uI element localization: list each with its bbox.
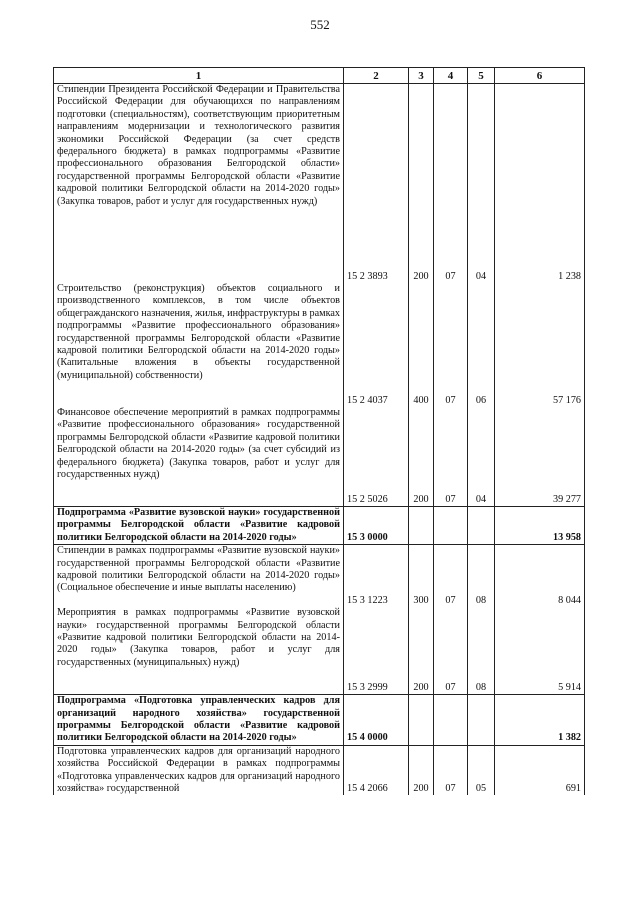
table-row bbox=[54, 545, 585, 695]
section-cell bbox=[434, 545, 468, 695]
amount: 39 277 bbox=[552, 493, 581, 505]
item-code: 15 3 1223 bbox=[347, 594, 388, 606]
header-row bbox=[54, 68, 585, 84]
subsection-cell bbox=[468, 545, 495, 695]
section: 07 bbox=[445, 270, 456, 282]
expense-type-cell bbox=[409, 545, 434, 695]
subsection: 04 bbox=[475, 270, 487, 282]
item-code: 15 2 5026 bbox=[347, 493, 388, 505]
expense-type: 200 bbox=[413, 681, 429, 693]
expense-type: 200 bbox=[409, 745, 434, 795]
item-code: 15 2 3893 bbox=[347, 270, 388, 282]
item-description: Финансовое обеспечение мероприятий в рамках подпрограммы «Развитие профессионального образования» государственной программы Белгородской области «Развитие кадровой политики Белгородской области на 2014-2020 годы» (за счет субсидий из федерального бюджета) (Закупка товаров, работ и услуг для государственных нужд) bbox=[57, 407, 340, 481]
amount: 5 914 bbox=[558, 681, 581, 693]
section: 07 bbox=[445, 594, 456, 606]
item-code: 15 3 2999 bbox=[347, 681, 388, 693]
item-description-cell bbox=[54, 84, 344, 507]
subsection: 04 bbox=[475, 493, 487, 505]
expense-type-cell bbox=[409, 84, 434, 507]
subsection: 08 bbox=[475, 681, 487, 693]
subsection-cell bbox=[468, 84, 495, 507]
amount: 57 176 bbox=[552, 394, 581, 406]
subsection: 06 bbox=[475, 394, 487, 406]
amount: 1 238 bbox=[558, 270, 581, 282]
item-code-cell bbox=[344, 545, 409, 695]
col-header-4: 4 bbox=[434, 68, 468, 84]
amount-cell bbox=[495, 545, 585, 695]
item-code-cell bbox=[344, 84, 409, 507]
amount-cell bbox=[495, 84, 585, 507]
section-cell bbox=[434, 84, 468, 507]
table-row bbox=[54, 84, 585, 507]
col-header-1: 1 bbox=[54, 68, 344, 84]
col-header-3: 3 bbox=[409, 68, 434, 84]
item-description: Подготовка управленческих кадров для организаций народного хозяйства Российской Федерации в рамках подпрограммы «Подготовка управленческих кадров для организаций народного хозяйства» государственной bbox=[54, 745, 344, 795]
subprogram-code: 15 3 0000 bbox=[344, 507, 409, 545]
item-description: Стипендии в рамках подпрограммы «Развитие вузовской науки» государственной программы Белгородской области «Развитие кадровой политики Белгородской области на 2014-2020 годы» (Социальное обеспечение и иные выплаты населению) bbox=[57, 545, 340, 594]
section: 07 bbox=[445, 681, 456, 693]
col-header-2: 2 bbox=[344, 68, 409, 84]
item-code: 15 2 4037 bbox=[347, 394, 388, 406]
item-description: Строительство (реконструкция) объектов социального и производственного комплексов, в том числе объектов общегражданского назначения, жилья, инфраструктуры в рамках подпрограммы «Развитие профессионального образования» государственной программы Белгородской области «Развитие кадровой политики Белгородской области на 2014-2020 годы» (Капитальные вложения в объекты государственной (муниципальной) собственности) bbox=[57, 283, 340, 381]
expense-type: 400 bbox=[413, 394, 429, 406]
table-row bbox=[54, 745, 585, 795]
expense-type: 300 bbox=[413, 594, 429, 606]
col-header-5: 5 bbox=[468, 68, 495, 84]
expense-type: 200 bbox=[413, 270, 429, 282]
subsection: 08 bbox=[475, 594, 487, 606]
item-description: Мероприятия в рамках подпрограммы «Развитие вузовской науки» государственной программы Белгородской области «Развитие кадровой политики Белгородской области на 2014-2020 годы» (Закупка товаров, работ и услуг для государственных (муниципальных) нужд) bbox=[57, 607, 340, 668]
amount: 691 bbox=[495, 745, 585, 795]
subprogram-amount: 1 382 bbox=[495, 695, 585, 746]
item-description: Стипендии Президента Российской Федерации и Правительства Российской Федерации для обучающихся по направлениям подготовки (специальностям), соответствующим приоритетным направлениям модернизации и технологического развития экономики Российской Федерации (за счет средств федерального бюджета) в рамках подпрограммы «Развитие профессионального образования Белгородской области» государственной программы Белгородской области «Развитие кадровой политики Белгородской области на 2014-2020 годы» (Закупка товаров, работ и услуг для государственных нужд) bbox=[57, 84, 340, 207]
col-header-6: 6 bbox=[495, 68, 585, 84]
item-description-cell bbox=[54, 545, 344, 695]
subprogram-code: 15 4 0000 bbox=[344, 695, 409, 746]
subprogram-title: Подпрограмма «Подготовка управленческих кадров для организаций народного хозяйства» государственной программы Белгородской области «Развитие кадровой политики Белгородской области на 2014-2020 годы» bbox=[54, 695, 344, 746]
section: 07 bbox=[434, 745, 468, 795]
amount: 8 044 bbox=[558, 594, 581, 606]
budget-table bbox=[53, 67, 585, 795]
item-code: 15 4 2066 bbox=[344, 745, 409, 795]
subprogram-row bbox=[54, 507, 585, 545]
subprogram-amount: 13 958 bbox=[495, 507, 585, 545]
expense-type: 200 bbox=[413, 493, 429, 505]
section: 07 bbox=[445, 493, 456, 505]
section: 07 bbox=[445, 394, 456, 406]
subprogram-row bbox=[54, 695, 585, 746]
subsection: 05 bbox=[468, 745, 495, 795]
page-number: 552 bbox=[310, 17, 330, 32]
subprogram-title: Подпрограмма «Развитие вузовской науки» государственной программы Белгородской области «Развитие кадровой политики Белгородской области на 2014-2020 годы» bbox=[54, 507, 344, 545]
